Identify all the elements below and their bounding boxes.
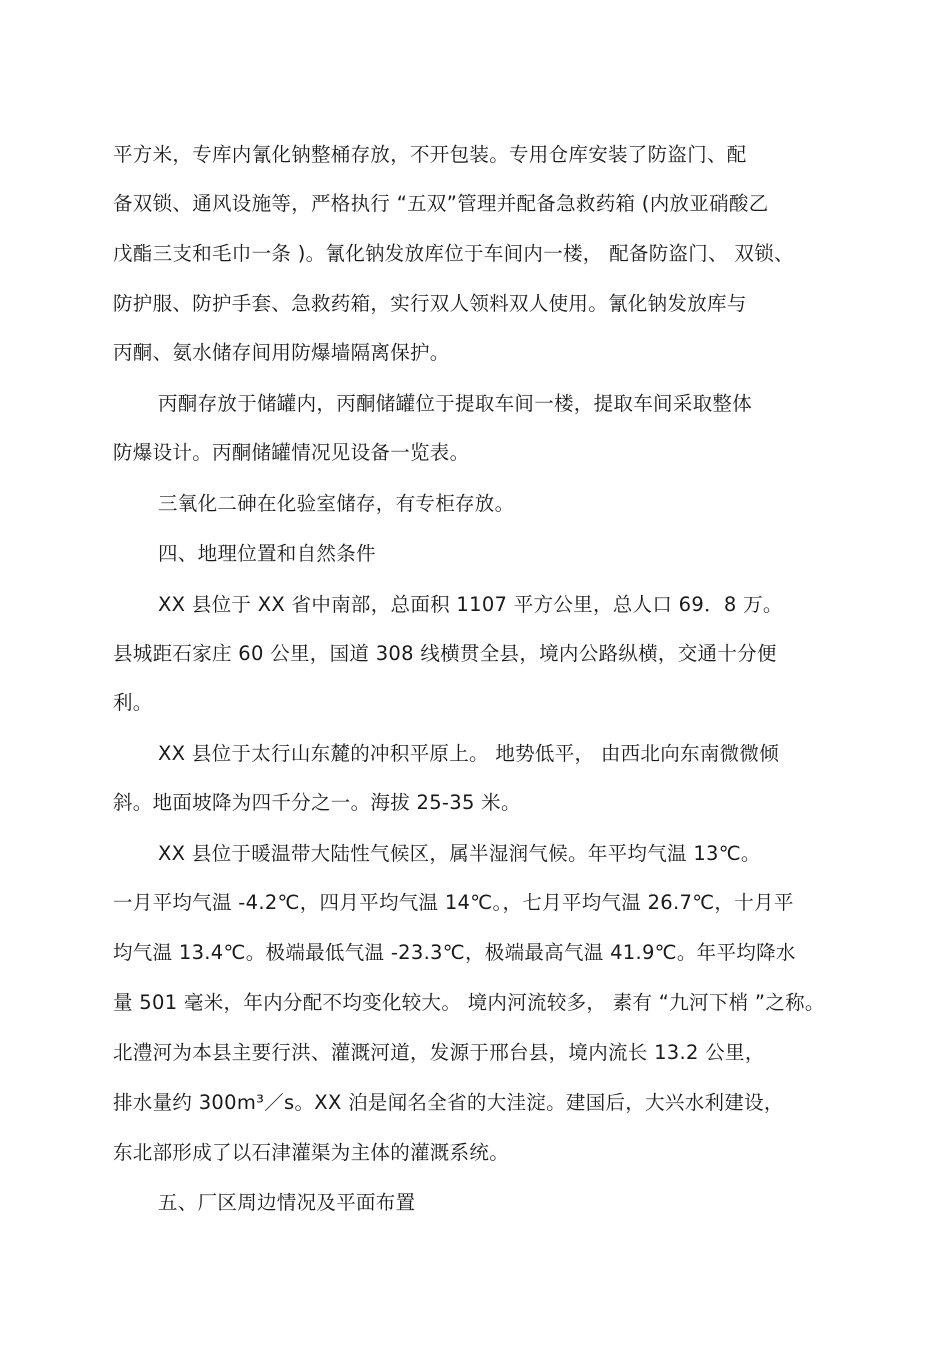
text-line: 均气温 13.4℃。极端最低气温 -23.3℃，极端最高气温 41.9℃。年平均降水 (113, 941, 796, 964)
text-line: 丙酮、氨水储存间用防爆墙隔离保护。 (113, 341, 450, 364)
text-line: 排水量约 300m³／s。XX 泊是闻名全省的大洼淀。建国后，大兴水利建设， (113, 1091, 784, 1114)
section-heading: 四、地理位置和自然条件 (158, 542, 376, 565)
text-line: 东北部形成了以石津灌渠为主体的灌溉系统。 (113, 1141, 510, 1164)
text-line: 防爆设计。丙酮储罐情况见设备一览表。 (113, 441, 470, 464)
text-line: 斜。地面坡降为四千分之一。海拔 25-35 米。 (113, 791, 521, 814)
text-line: 量 501 毫米，年内分配不均变化较大。 境内河流较多， 素有 “九河下梢 ”之称。 (113, 991, 825, 1014)
section-heading: 五、厂区周边情况及平面布置 (158, 1191, 416, 1214)
text-line: 县城距石家庄 60 公里，国道 308 线横贯全县，境内公路纵横，交通十分便 (113, 642, 777, 665)
text-line: 平方米，专库内氰化钠整桶存放，不开包装。专用仓库安装了防盗门、配 (113, 143, 747, 166)
text-line: 防护服、防护手套、急救药箱，实行双人领料双人使用。氰化钠发放库与 (113, 292, 747, 315)
paragraph-first-line: 三氧化二砷在化验室储存，有专柜存放。 (158, 492, 515, 515)
paragraph-first-line: 丙酮存放于储罐内，丙酮储罐位于提取车间一楼，提取车间采取整体 (158, 392, 753, 415)
text-line: 利。 (113, 691, 153, 714)
text-line: 戊酯三支和毛巾一条 )。氰化钠发放库位于车间内一楼， 配备防盗门、 双锁、 (113, 242, 794, 265)
paragraph-first-line: XX 县位于暖温带大陆性气候区，属半湿润气候。年平均气温 13℃。 (158, 842, 761, 865)
paragraph-first-line: XX 县位于 XX 省中南部，总面积 1107 平方公里，总人口 69．8 万。 (158, 593, 783, 616)
text-line: 一月平均气温 -4.2℃，四月平均气温 14℃。，七月平均气温 26.7℃，十月平 (113, 891, 794, 914)
text-line: 备双锁、通风设施等，严格执行 “五双”管理并配备急救药箱 (内放亚硝酸乙 (113, 192, 769, 215)
paragraph-first-line: XX 县位于太行山东麓的冲积平原上。 地势低平， 由西北向东南微微倾 (158, 742, 780, 765)
text-line: 北澧河为本县主要行洪、灌溉河道，发源于邢台县，境内流长 13.2 公里， (113, 1041, 765, 1064)
